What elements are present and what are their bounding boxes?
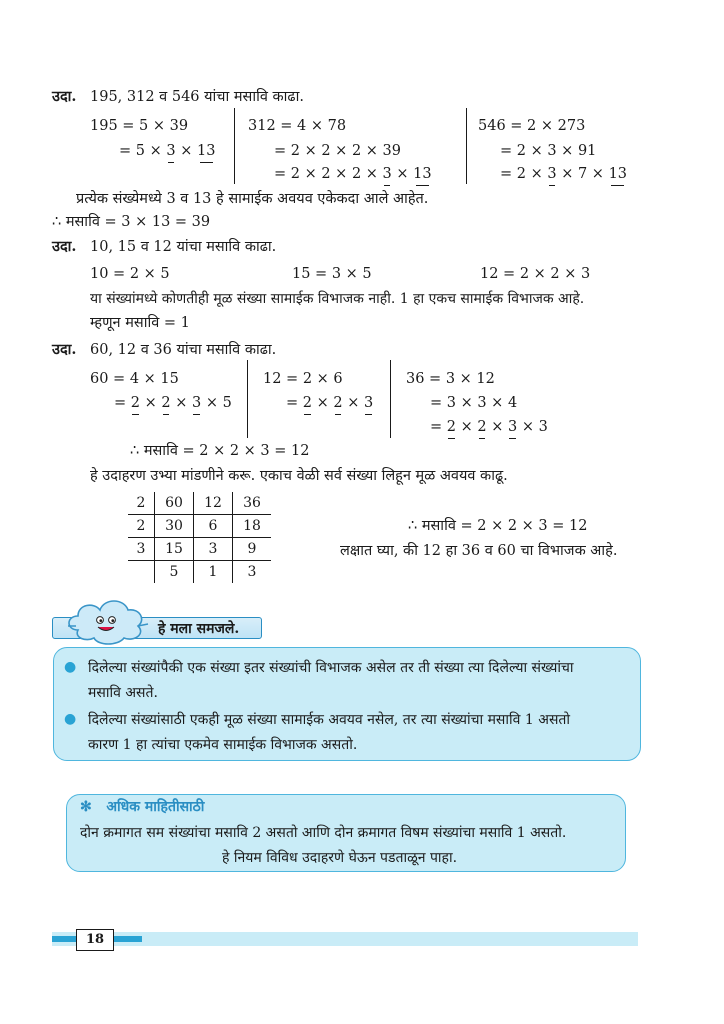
info-title-text: अधिक माहितीसाठी [106,799,205,815]
example-remark: लक्षात घ्या, की 12 हा 36 व 60 चा विभाजक आहे. [340,543,618,559]
example-note: या संख्यांमध्ये कोणतीही मूळ संख्या सामाईक विभाजक नाही. 1 हा एकच सामाईक विभाजक आहे. [90,291,585,307]
table-cell: 6 [194,515,233,538]
example-label: उदा. [52,341,77,358]
summary-point: कारण 1 हा त्यांचा एकमेव सामाईक विभाजक असतो. [88,737,358,753]
table-cell: 3 [128,538,155,561]
table-cell: 5 [155,561,194,584]
example-note: म्हणून मसावि = 1 [90,315,190,331]
cloud-mascot-icon [64,596,150,646]
factor-line: 12 = 2 × 2 × 3 [480,266,591,282]
page-number: 18 [76,929,114,951]
summary-point: दिलेल्या संख्यांपैकी एक संख्या इतर संख्यांची विभाजक असेल तर ती संख्या त्या दिलेल्या संख्यांचा [88,660,574,676]
factor-line: = 2 × 3 × 7 × 13 [500,166,628,182]
table-cell: 9 [247,541,257,557]
table-row [128,538,271,561]
factor-line: 195 = 5 × 39 [90,118,189,134]
divider [466,108,467,184]
example-result: ∴ मसावि = 2 × 2 × 3 = 12 [130,443,310,459]
example-title: 10, 15 व 12 यांचा मसावि काढा. [90,239,277,255]
table-cell [128,561,155,584]
example-label: उदा. [52,88,77,105]
footer-accent [52,936,76,942]
footer-accent [112,936,142,942]
example-note: प्रत्येक संख्येमध्ये 3 व 13 हे सामाईक अवयव एकेकदा आले आहेत. [76,191,429,207]
example-title: 195, 312 व 546 यांचा मसावि काढा. [90,89,304,105]
factor-line: 36 = 3 × 12 [406,371,495,387]
table-row [128,561,271,584]
example-label: उदा. [52,238,77,255]
table-cell: 3 [247,564,257,580]
divider [247,360,248,438]
factor-line: = 2 × 2 × 3 × 3 [430,419,548,435]
table-cell: 2 [128,515,155,538]
division-table [128,492,271,583]
bullet-dot-icon: ● [64,659,77,675]
factor-line: 312 = 4 × 78 [248,118,347,134]
info-line: हे नियम विविध उदाहरणे घेऊन पडताळून पाहा. [222,850,458,866]
asterisk-icon: ✻ [80,799,92,815]
factor-line: = 2 × 2 × 2 × 3 × 13 [274,166,432,182]
table-cell: 2 [128,492,155,515]
table-cell: 18 [243,518,261,534]
example-result: ∴ मसावि = 2 × 2 × 3 = 12 [408,518,588,534]
bullet-dot-icon: ● [64,711,77,727]
info-line: दोन क्रमागत सम संख्यांचा मसावि 2 असतो आणि दोन क्रमागत विषम संख्यांचा मसावि 1 असतो. [80,825,567,841]
factor-line: 15 = 3 × 5 [292,266,372,282]
divider [390,360,391,438]
factor-line: 10 = 2 × 5 [90,266,170,282]
example-note: हे उदाहरण उभ्या मांडणीने करू. एकाच वेळी सर्व संख्या लिहून मूळ अवयव काढू. [90,468,508,484]
table-cell: 60 [155,492,194,515]
factor-line: = 2 × 2 × 3 × 5 [114,395,232,411]
table-cell: 15 [155,538,194,561]
table-cell: 1 [194,561,233,584]
factor-line: = 2 × 2 × 2 × 39 [274,143,401,159]
table-cell: 3 [194,538,233,561]
table-row [128,492,271,515]
summary-point: मसावि असते. [88,685,158,701]
example-title: 60, 12 व 36 यांचा मसावि काढा. [90,342,277,358]
summary-banner-label: हे मला समजले. [158,621,240,637]
factor-line: = 2 × 2 × 3 [286,395,374,411]
table-cell: 30 [155,515,194,538]
info-title [80,797,204,816]
divider [234,108,235,184]
factor-line: = 3 × 3 × 4 [430,395,518,411]
factor-line: = 5 × 3 × 13 [119,143,216,159]
table-cell: 36 [243,495,261,511]
summary-point: दिलेल्या संख्यांसाठी एकही मूळ संख्या सामाईक अवयव नसेल, तर त्या संख्यांचा मसावि 1 असतो [88,712,571,728]
factor-line: 12 = 2 × 6 [263,371,343,387]
factor-line: = 2 × 3 × 91 [500,143,597,159]
table-row [128,515,271,538]
table-cell: 12 [194,492,233,515]
example-result: ∴ मसावि = 3 × 13 = 39 [52,214,211,230]
factor-line: 546 = 2 × 273 [478,118,586,134]
factor-line: 60 = 4 × 15 [90,371,179,387]
